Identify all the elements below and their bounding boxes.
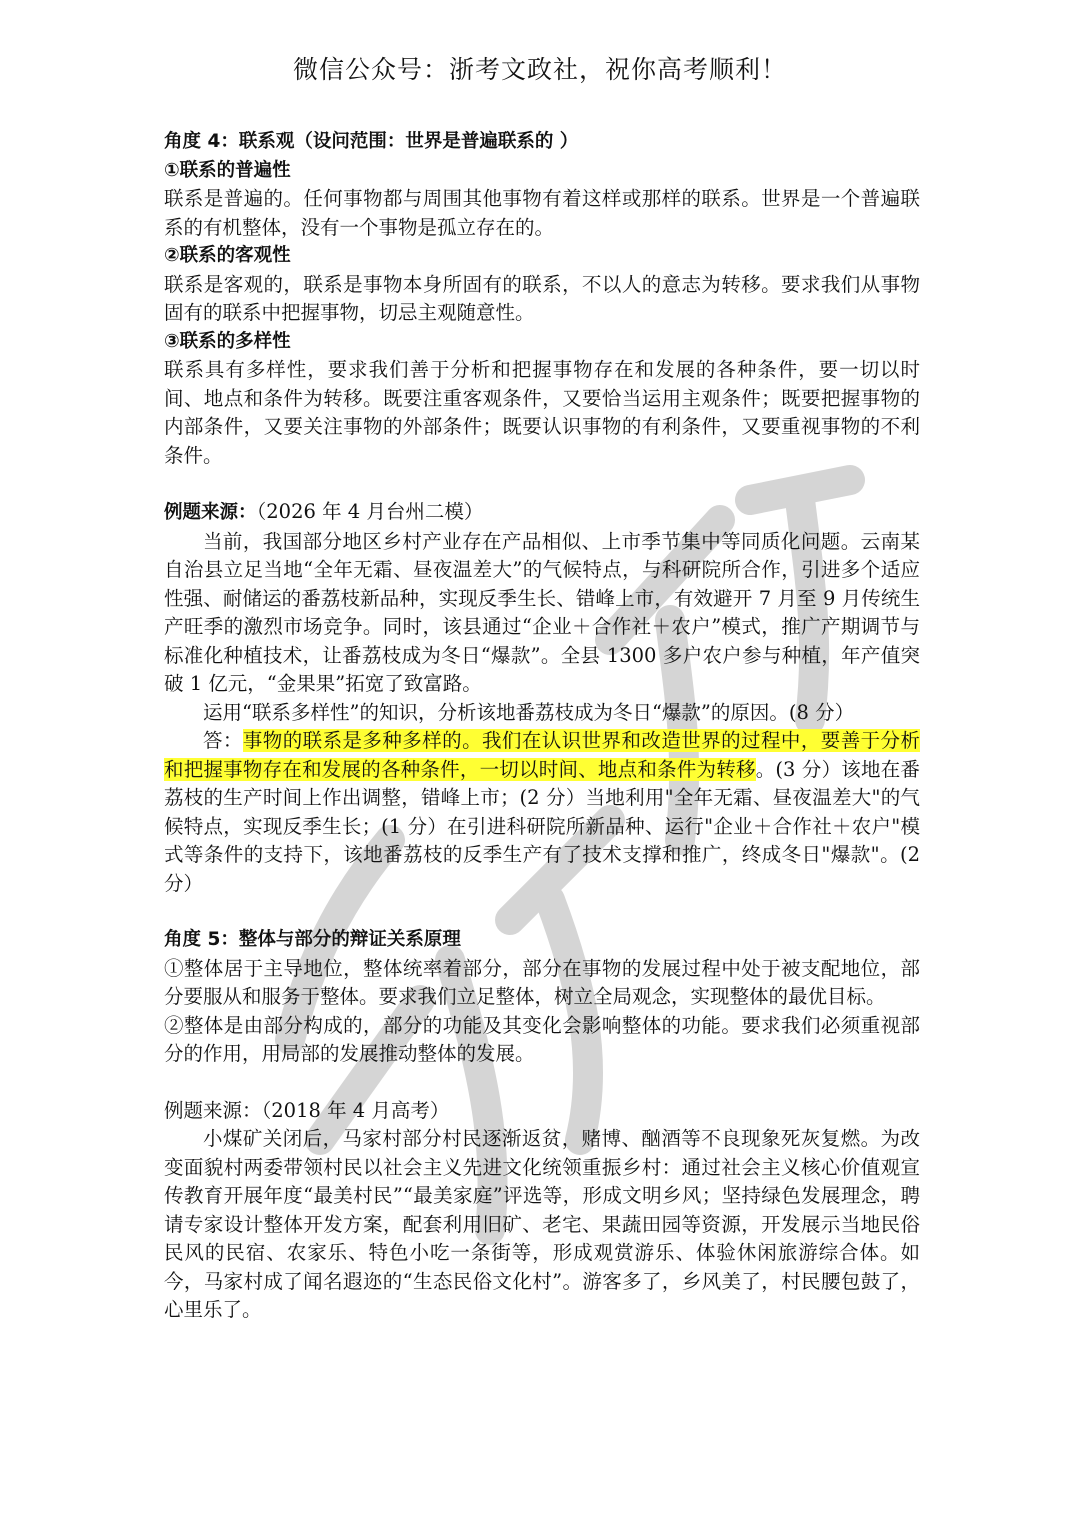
section4-heading: 角度 4：联系观（设问范围：世界是普遍联系的 ）: [164, 131, 579, 152]
section4-item2-text: 联系是客观的，联系是事物本身所固有的联系，不以人的意志为转移。要求我们从事物固有的联系中把握事物，切忌主观随意性。: [164, 272, 920, 324]
section5-item1: ①整体居于主导地位，整体统率着部分，部分在事物的发展过程中处于被支配地位，部分要服从和服务于整体。要求我们立足整体，树立全局观念，实现整体的最优目标。: [164, 956, 920, 1008]
section5-heading: 角度 5：整体与部分的辩证关系原理: [164, 929, 461, 950]
example2-source: 例题来源：（2018 年 4 月高考）: [164, 1098, 450, 1122]
section4-item3-text: 联系具有多样性，要求我们善于分析和把握事物存在和发展的各种条件，要一切以时间、地点和条件为转移。既要注重客观条件，又要恰当运用主观条件；既要把握事物的内部条件，又要关注事物的外部条件；既要认识事物的有利条件，又要重视事物的不利条件。: [164, 358, 920, 467]
example2-paragraph: 小煤矿关闭后，马家村部分村民逐渐返贫，赌博、酗酒等不良现象死灰复燃。为改变面貌村两委带领村民以社会主义先进文化统领重振乡村：通过社会主义核心价值观宣传教育开展年度“最美村民”“最美家庭”评选等，形成文明乡风；坚持绿色发展理念，聘请专家设计整体开发方案，配套利用旧矿、老宅、果蔬田园等资源，开发展示当地民俗民风的民宿、农家乐、特色小吃一条街等，形成观赏游乐、体验休闲旅游综合体。如今，马家村成了闻名遐迩的“生态民俗文化村”。游客多了，乡风美了，村民腰包鼓了，心里乐了。: [164, 1127, 920, 1321]
example1-paragraph: 当前，我国部分地区乡村产业存在产品相似、上市季节集中等同质化问题。云南某自治县立足当地“全年无霜、昼夜温差大”的气候特点，与科研院所合作，引进多个适应性强、耐储运的番荔枝新品种，实现反季生长、错峰上市，有效避开 7 月至 9 月传统生产旺季的激烈市场竞争。同时，该县通过“企业＋合作社＋农户”模式，推广产期调节与标准化种植技术，让番荔枝成为冬日“爆款”。全县 1300 多户农户参与种植，年产值突破 1 亿元，“金果果”拓宽了致富路。: [164, 529, 920, 695]
section5-item2: ②整体是由部分构成的，部分的功能及其变化会影响整体的功能。要求我们必须重视部分的作用，用局部的发展推动整体的发展。: [164, 1013, 920, 1065]
page-header-title: 微信公众号：浙考文政社，祝你高考顺利！: [292, 55, 787, 84]
section4-item1-text: 联系是普遍的。任何事物都与周围其他事物有着这样或那样的联系。世界是一个普遍联系的有机整体，没有一个事物是孤立存在的。: [164, 187, 920, 239]
example1-answer: [164, 727, 920, 898]
document-body: [164, 128, 920, 1325]
section4-item2-title: ②联系的客观性: [164, 245, 291, 266]
section4-item3-title: ③联系的多样性: [164, 330, 291, 352]
section4-item1-title: ①联系的普遍性: [164, 159, 291, 181]
example1-source-label: 例题来源：: [164, 502, 257, 523]
answer-rest: 。(3 分）该地在番荔枝的生产时间上作出调整，错峰上市；(2 分）当地利用"全年无霜、昼夜温差大"的气候特点，实现反季生长；(1 分）在引进科研院所新品种、运行"企业＋合作社＋农户"模式等条件的支持下，该地番荔枝的反季生产有了技术支撑和推广，终成冬日"爆款"。(2 分）: [164, 757, 921, 895]
example1-question: 运用“联系多样性”的知识，分析该地番荔枝成为冬日“爆款”的原因。(8 分）: [203, 700, 855, 724]
answer-prefix: 答：: [203, 729, 243, 752]
answer-highlight: 事物的联系是多种多样的。我们在认识世界和改造世界的过程中，要善于分析和把握事物存在和发展的各种条件，一切以时间、地点和条件为转移: [164, 729, 920, 781]
example1-source-value: （2026 年 4 月台州二模）: [256, 500, 484, 523]
example1-source: [164, 498, 920, 528]
